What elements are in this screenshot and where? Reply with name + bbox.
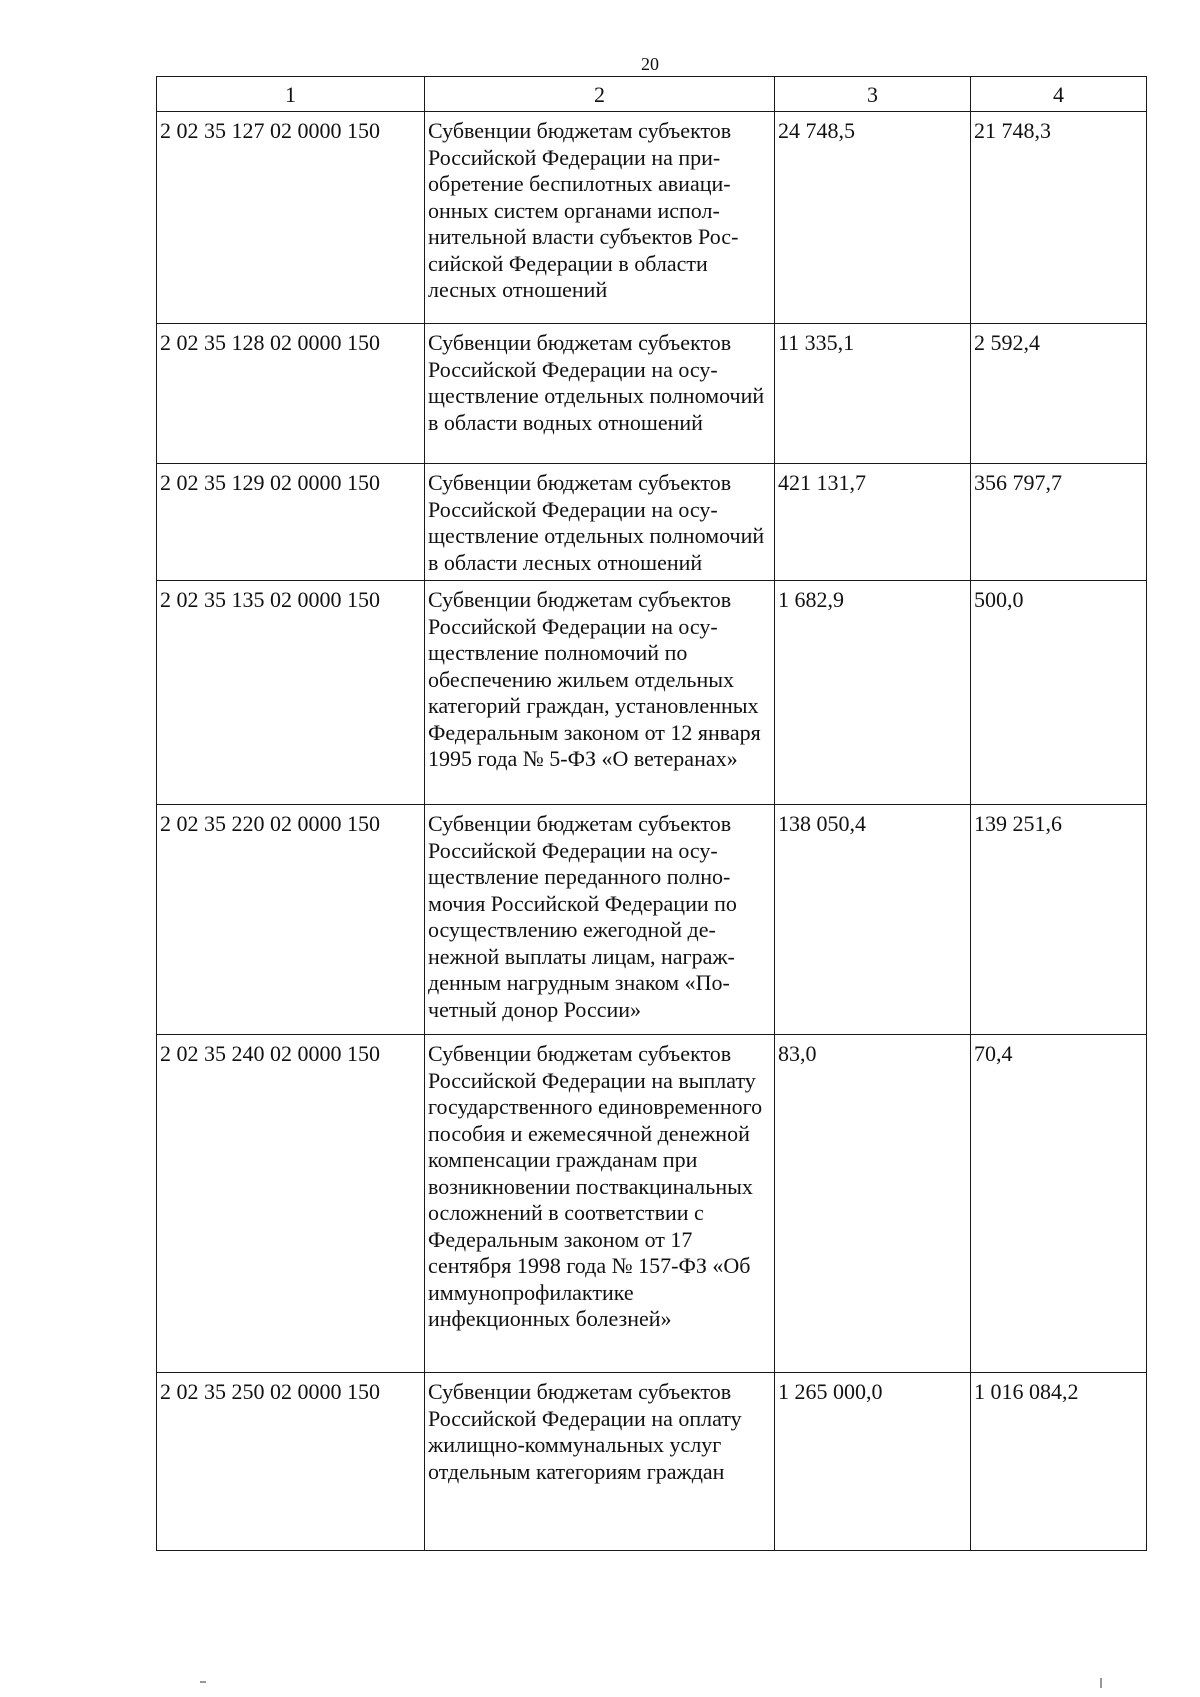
- budget-code-cell: 2 02 35 129 02 0000 150: [157, 464, 425, 581]
- value-col3-cell: 1 682,9: [775, 581, 971, 805]
- page-number: 20: [641, 54, 659, 74]
- value-col4-cell: 21 748,3: [971, 112, 1147, 324]
- description-cell: Субвенции бюджетам субъектов Российской Федерации на осуществление отдельных полномочий в области лесных отношений: [425, 464, 775, 581]
- table-row: [157, 324, 1147, 464]
- column-header-3: 3: [775, 77, 971, 112]
- budget-code-cell: 2 02 35 220 02 0000 150: [157, 805, 425, 1035]
- value-col4-cell: 139 251,6: [971, 805, 1147, 1035]
- table-header-row: [157, 77, 1147, 112]
- table-row: [157, 1373, 1147, 1551]
- budget-code-cell: 2 02 35 127 02 0000 150: [157, 112, 425, 324]
- description-cell: Субвенции бюджетам субъектов Российской Федерации на выплату государственного единовременного пособия и ежемесячной денежной компенсации гражданам при возникновении поствакцинальных осложнений в соответствии с Федеральным законом от 17 сентября 1998 года № 157-ФЗ «Об иммунопрофилактике инфекционных болезней»: [425, 1035, 775, 1373]
- description-cell: Субвенции бюджетам субъектов Российской Федерации на осуществление полномочий по обеспечению жильем отдельных категорий граждан, установленных Федеральным законом от 12 января 1995 года № 5-ФЗ «О ветеранах»: [425, 581, 775, 805]
- value-col4-cell: 500,0: [971, 581, 1147, 805]
- value-col3-cell: 24 748,5: [775, 112, 971, 324]
- table-row: [157, 805, 1147, 1035]
- table-body: [157, 112, 1147, 1551]
- table-row: [157, 581, 1147, 805]
- budget-code-cell: 2 02 35 135 02 0000 150: [157, 581, 425, 805]
- scan-mark: [1100, 1678, 1102, 1688]
- column-header-1: 1: [157, 77, 425, 112]
- table-row: [157, 112, 1147, 324]
- description-cell: Субвенции бюджетам субъектов Российской Федерации на приобретение беспилотных авиационных систем органами исполнительной власти субъектов Российской Федерации в области лесных отношений: [425, 112, 775, 324]
- scan-mark: [200, 1681, 206, 1683]
- column-header-4: 4: [971, 77, 1147, 112]
- table-header: [157, 77, 1147, 112]
- table-row: [157, 464, 1147, 581]
- value-col4-cell: 1 016 084,2: [971, 1373, 1147, 1551]
- value-col3-cell: 1 265 000,0: [775, 1373, 971, 1551]
- table-row: [157, 1035, 1147, 1373]
- column-header-2: 2: [425, 77, 775, 112]
- budget-code-cell: 2 02 35 128 02 0000 150: [157, 324, 425, 464]
- value-col3-cell: 421 131,7: [775, 464, 971, 581]
- value-col4-cell: 356 797,7: [971, 464, 1147, 581]
- value-col4-cell: 2 592,4: [971, 324, 1147, 464]
- budget-code-cell: 2 02 35 250 02 0000 150: [157, 1373, 425, 1551]
- description-cell: Субвенции бюджетам субъектов Российской Федерации на оплату жилищно-коммунальных услуг отдельным категориям граждан: [425, 1373, 775, 1551]
- value-col3-cell: 138 050,4: [775, 805, 971, 1035]
- description-cell: Субвенции бюджетам субъектов Российской Федерации на осуществление отдельных полномочий в области водных отношений: [425, 324, 775, 464]
- value-col3-cell: 11 335,1: [775, 324, 971, 464]
- budget-code-cell: 2 02 35 240 02 0000 150: [157, 1035, 425, 1373]
- budget-revenue-table: [156, 76, 1147, 1551]
- description-cell: Субвенции бюджетам субъектов Российской Федерации на осуществление переданного полномочия Российской Федерации по осуществлению ежегодной денежной выплаты лицам, награжденным нагрудным знаком «Почетный донор России»: [425, 805, 775, 1035]
- value-col4-cell: 70,4: [971, 1035, 1147, 1373]
- value-col3-cell: 83,0: [775, 1035, 971, 1373]
